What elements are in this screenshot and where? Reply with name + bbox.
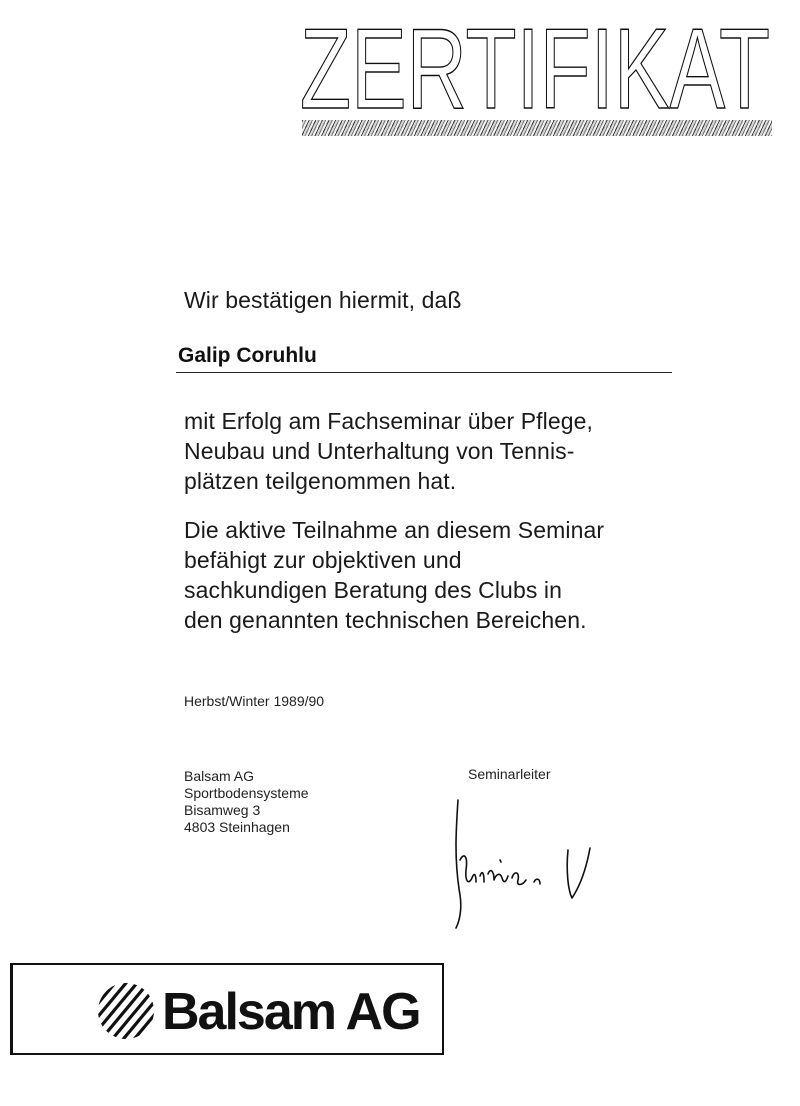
paragraph-line: Die aktive Teilnahme an diesem Seminar xyxy=(184,517,605,543)
decorative-stripe xyxy=(302,120,772,136)
striped-ball-icon xyxy=(96,981,156,1041)
issuer-address xyxy=(184,768,309,836)
recipient-name: Galip Coruhlu xyxy=(178,344,317,367)
address-line: Bisamweg 3 xyxy=(184,802,261,818)
address-line: Balsam AG xyxy=(184,768,255,784)
paragraph-line: plätzen teilgenommen hat. xyxy=(184,468,457,494)
seminar-date: Herbst/Winter 1989/90 xyxy=(184,693,325,709)
paragraph-line: den genannten technischen Bereichen. xyxy=(184,607,587,633)
paragraph-line: sachkundigen Beratung des Clubs in xyxy=(184,577,563,603)
paragraph-line: Neubau und Unterhaltung von Tennis- xyxy=(184,438,575,464)
confirmation-text: Wir bestätigen hiermit, daß xyxy=(184,287,462,313)
paragraph-line: befähigt zur objektiven und xyxy=(184,547,462,573)
paragraph-line: mit Erfolg am Fachseminar über Pflege, xyxy=(184,408,594,434)
address-line: Sportbodensysteme xyxy=(184,785,309,801)
completion-paragraph xyxy=(184,406,704,496)
qualification-paragraph xyxy=(184,515,704,635)
name-underline xyxy=(176,372,672,373)
seminar-leader-label: Seminarleiter xyxy=(468,766,551,782)
address-line: 4803 Steinhagen xyxy=(184,819,290,835)
signature-image xyxy=(440,790,610,935)
company-logo-text: Balsam AG xyxy=(162,983,420,1041)
certificate-title xyxy=(300,26,772,110)
title-text: ZERTIFIKAT xyxy=(300,26,770,110)
